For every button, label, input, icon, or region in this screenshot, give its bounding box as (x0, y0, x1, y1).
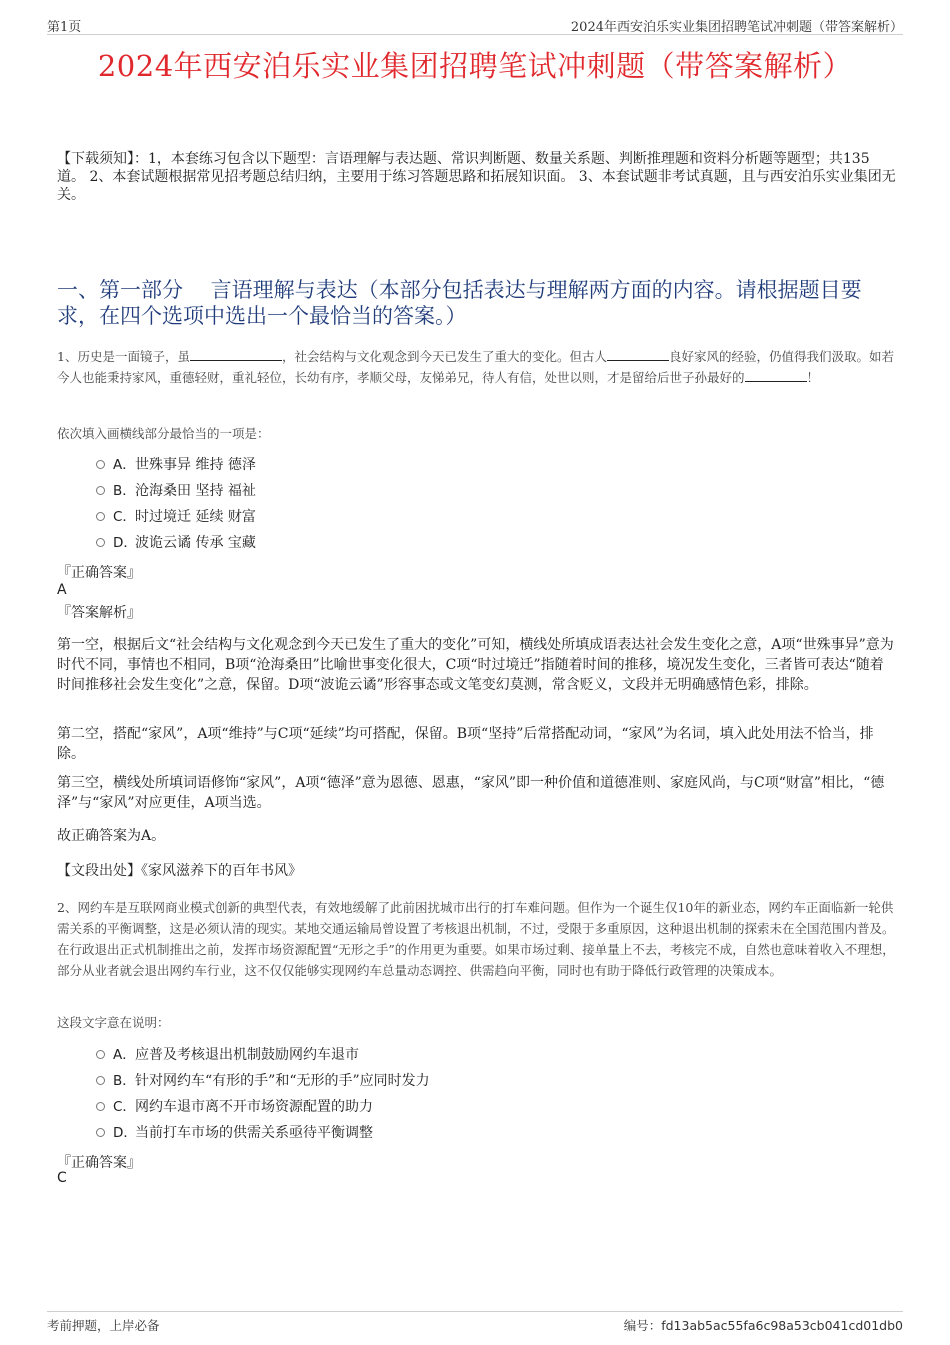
option-a[interactable] (96, 1042, 430, 1068)
option-d[interactable] (96, 1120, 430, 1146)
radio-icon[interactable] (96, 1050, 105, 1059)
document-title: 2024年西安泊乐实业集团招聘笔试冲刺题（带答案解析） (97, 49, 853, 83)
page-header (47, 16, 903, 35)
analysis-paragraph: 第三空，横线处所填词语修饰“家风”，A项“德泽”意为恩德、恩惠，“家风”即一种价值和道德准则、家庭风尚，与C项“财富”相比，“德泽”与“家风”对应更佳，A项当选。 (57, 775, 885, 811)
section-title: 一、第一部分 言语理解与表达（本部分包括表达与理解两方面的内容。请根据题目要求，在四个选项中选出一个最恰当的答案。） (57, 278, 862, 328)
radio-icon[interactable] (96, 512, 105, 521)
page-number: 第1页 (47, 20, 82, 35)
q1-stem-part: 良好家风的经验，仍值得我们汲取。如若今人也能秉持家风，重德轻财，重礼轻位，长幼有序，孝顺父母，友悌弟兄，待人有信，处世以则，才是留给后世子孙最好的 (57, 349, 894, 385)
fill-blank-3 (745, 368, 807, 382)
option-text: 应普及考核退出机制鼓励网约车退市 (135, 1047, 359, 1063)
radio-icon[interactable] (96, 460, 105, 469)
radio-icon[interactable] (96, 486, 105, 495)
option-text: 波诡云谲 传承 宝藏 (135, 535, 256, 551)
question-1-options (96, 452, 256, 556)
analysis-label: 『答案解析』 (57, 605, 141, 621)
option-text: 针对网约车“有形的手”和“无形的手”应同时发力 (135, 1073, 430, 1089)
radio-icon[interactable] (96, 1076, 105, 1085)
answer-value: A (57, 582, 67, 598)
download-notice: 【下载须知】：1，本套练习包含以下题型：言语理解与表达题、常识判断题、数量关系题、判断推理题和资料分析题等题型；共135道。 2、本套试题根据常见招考题总结归纳，主要用于练习答题思路和拓展知识面。 3、本套试题非考试真题，且与西安泊乐实业集团无关。 (57, 151, 896, 203)
option-key: D． (113, 535, 137, 551)
answer-value: C (57, 1170, 67, 1186)
footer-slogan: 考前押题，上岸必备 (47, 1318, 160, 1333)
q1-stem-part: 1、历史是一面镜子，虽 (57, 349, 190, 364)
option-text: 网约车退市离不开市场资源配置的助力 (135, 1099, 373, 1115)
answer-label: 『正确答案』 (57, 565, 141, 581)
q1-stem-part: ！ (806, 370, 820, 385)
footer-code (624, 1316, 903, 1334)
option-key: B． (113, 483, 136, 499)
option-d[interactable] (96, 530, 256, 556)
question-2-prompt: 这段文字意在说明： (57, 1015, 170, 1030)
option-key: B． (113, 1073, 136, 1089)
option-text: 世殊事异 维持 德泽 (135, 457, 256, 473)
fill-blank-2 (607, 347, 669, 361)
option-key: C． (113, 509, 136, 525)
option-c[interactable] (96, 1094, 430, 1120)
option-a[interactable] (96, 452, 256, 478)
question-2-stem: 2、网约车是互联网商业模式创新的典型代表，有效地缓解了此前困扰城市出行的打车难问题。但作为一个诞生仅10年的新业态，网约车正面临新一轮供需关系的平衡调整，这是必须认清的现实。某地交通运输局曾设置了考核退出机制，不过，受限于多重原因，这种退出机制的探索未在全国范围内普及。在行政退出正式机制推出之前，发挥市场资源配置“无形之手”的作用更为重要。如果市场过剩、接单量上不去，考核完不成，自然也意味着收入不理想，部分从业者就会退出网约车行业，这不仅仅能够实现网约车总量动态调控、供需趋向平衡，同时也有助于降低行政管理的决策成本。 (57, 900, 895, 978)
option-key: C． (113, 1099, 136, 1115)
question-1-prompt: 依次填入画横线部分最恰当的一项是： (57, 426, 270, 441)
question-2-options (96, 1042, 430, 1146)
fill-blank-1 (190, 347, 282, 361)
option-b[interactable] (96, 478, 256, 504)
option-key: A． (113, 1047, 136, 1063)
text-source: 【文段出处】《家风滋养下的百年书风》 (57, 863, 302, 879)
analysis-paragraph: 第一空，根据后文“社会结构与文化观念到今天已发生了重大的变化”可知，横线处所填成语表达社会发生变化之意，A项“世殊事异”意为时代不同，事情也不相同，B项“沧海桑田”比喻世事变化很大，C项“时过境迁”指随着时间的推移，境况发生变化，三者皆可表达“随着时间推移社会发生变化”之意，保留。D项“波诡云谲”形容事态或文笔变幻莫测，常含贬义，文段并无明确感情色彩，排除。 (57, 637, 894, 693)
q1-stem-part: ，社会结构与文化观念到今天已发生了重大的变化。但古人 (281, 349, 607, 364)
radio-icon[interactable] (96, 1128, 105, 1137)
option-c[interactable] (96, 504, 256, 530)
option-key: D． (113, 1125, 137, 1141)
option-text: 沧海桑田 坚持 福祉 (135, 483, 256, 499)
question-1-stem (57, 346, 897, 388)
answer-label: 『正确答案』 (57, 1155, 141, 1171)
code-label: 编号： (623, 1318, 662, 1333)
page-footer (47, 1311, 903, 1333)
header-doc-title: 2024年西安泊乐实业集团招聘笔试冲刺题（带答案解析） (570, 20, 903, 35)
option-b[interactable] (96, 1068, 430, 1094)
analysis-conclusion: 故正确答案为A。 (57, 828, 166, 844)
radio-icon[interactable] (96, 1102, 105, 1111)
code-value: fd13ab5ac55fa6c98a53cb041cd01db0 (661, 1318, 903, 1333)
option-key: A． (113, 457, 136, 473)
option-text: 当前打车市场的供需关系亟待平衡调整 (135, 1125, 373, 1141)
analysis-paragraph: 第二空，搭配“家风”，A项“维持”与C项“延续”均可搭配，保留。B项“坚持”后常搭配动词，“家风”为名词，填入此处用法不恰当，排除。 (57, 726, 874, 762)
option-text: 时过境迁 延续 财富 (135, 509, 256, 525)
radio-icon[interactable] (96, 538, 105, 547)
